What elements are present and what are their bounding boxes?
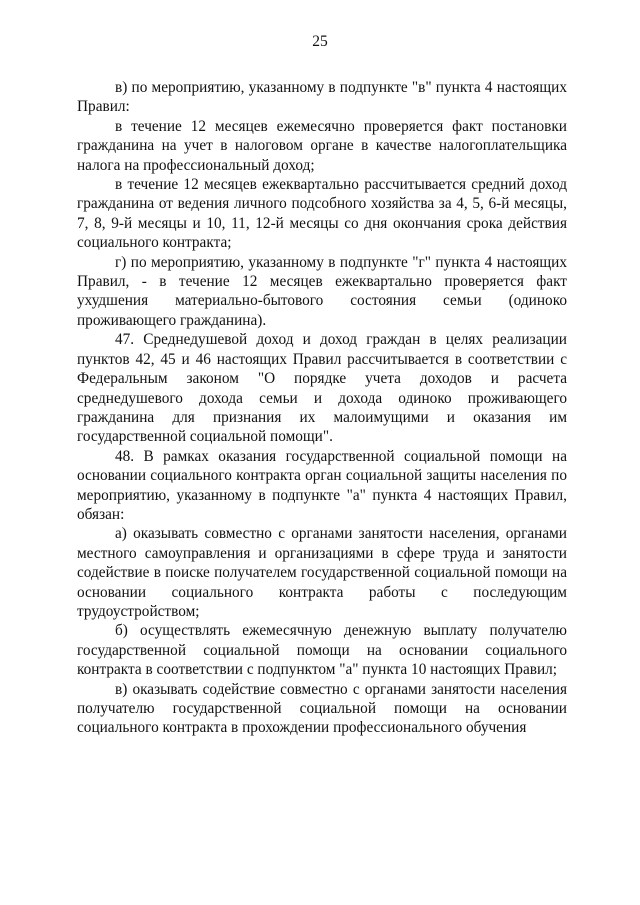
paragraph-g-measure: г) по мероприятию, указанному в подпункте "г" пункта 4 настоящих Правил, - в течение 12 месяцев ежеквартально проверяется факт ухудшения материально-бытового состояния семьи (одиноко проживающего гражданина). xyxy=(77,253,567,329)
paragraph-48-a: а) оказывать совместно с органами занятости населения, органами местного самоуправления и организациями в сфере труда и занятости содействие в поиске получателем государственной социальной помощи на основании социального контракта работы с последующим трудоустройством; xyxy=(77,525,567,620)
document-body xyxy=(77,78,567,738)
paragraph-48: 48. В рамках оказания государственной социальной помощи на основании социального контракта орган социальной защиты населения по мероприятию, указанному в подпункте "а" пункта 4 настоящих Правил, обязан: xyxy=(77,447,567,523)
paragraph-v-measure: в) по мероприятию, указанному в подпункте "в" пункта 4 настоящих Правил: xyxy=(77,79,567,116)
paragraph-47: 47. Среднедушевой доход и доход граждан в целях реализации пунктов 42, 45 и 46 настоящих Правил рассчитывается в соответствии с Федеральным законом "О порядке учета доходов и расчета среднедушевого дохода семьи и дохода одиноко проживающего гражданина для признания их малоимущими и оказания им государственной социальной помощи". xyxy=(77,331,567,446)
paragraph-48-v: в) оказывать содействие совместно с органами занятости населения получателю государственной социальной помощи на основании социального контракта в прохождении профессионального обучения xyxy=(77,680,567,737)
paragraph-tax-registration-check: в течение 12 месяцев ежемесячно проверяется факт постановки гражданина на учет в налоговом органе в качестве налогоплательщика налога на профессиональный доход; xyxy=(77,117,567,174)
paragraph-household-income-check: в течение 12 месяцев ежеквартально рассчитывается средний доход гражданина от ведения личного подсобного хозяйства за 4, 5, 6-й месяцы, 7, 8, 9-й месяцы и 10, 11, 12-й месяцы со дня окончания срока действия социального контракта; xyxy=(77,176,567,252)
paragraph-48-b: б) осуществлять ежемесячную денежную выплату получателю государственной социальной помощи на основании социального контракта в соответствии с подпунктом "а" пункта 10 настоящих Правил; xyxy=(77,622,567,679)
page-number: 25 xyxy=(312,33,328,50)
